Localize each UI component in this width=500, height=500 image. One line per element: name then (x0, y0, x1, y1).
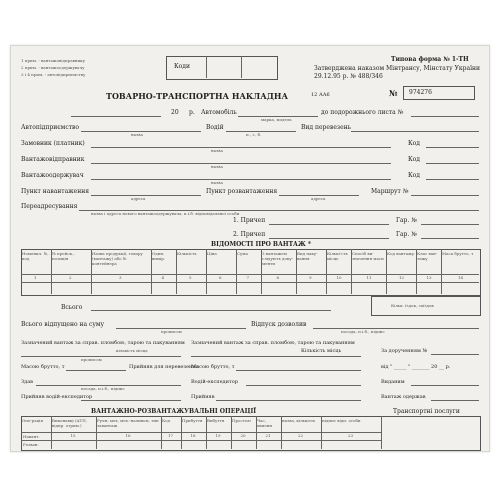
cargo-header-cell: № прейск., позиція (52, 251, 75, 261)
ops-header-cell: Ручн, мех, мех.-наливом, тип завантаж (97, 418, 159, 428)
form-date: 29.12.95 р. № 488/346 (314, 73, 383, 80)
cargo-col-number: 14 (458, 275, 464, 280)
driver-hint: п., і., б. (246, 132, 262, 137)
to-waybill-label: до подорожнього листа № (321, 109, 404, 116)
transport-type-label: Вид перевезень (301, 124, 351, 131)
cargo-col-number: 12 (399, 275, 405, 280)
document-number: 974276 (409, 89, 432, 96)
cargo-header-cell: Ціна (207, 251, 217, 256)
readdressing-label: Переадресування (21, 203, 78, 210)
cargo-col-number: 1 (34, 275, 37, 280)
cargo-col-number: 4 (161, 275, 165, 280)
name-hint-2: назва (211, 148, 223, 153)
ops-col-number: 22 (298, 433, 304, 438)
cargo-header-cell: Назва продукції, товару (вантажу) або № контейнера (92, 251, 143, 266)
released-sum-label: Всього відпущено на суму (21, 321, 105, 328)
written-hint-2: прописом (81, 357, 102, 362)
position-hint-1: посада, п.і.б., підпис (341, 329, 385, 334)
proxy-label: За дорученням № (381, 348, 428, 354)
loaded-left-label: Зазначений вантаж за справ. пломбою, тарою та пакуванням (21, 340, 185, 346)
shipper-label: Вантажовідправник (21, 156, 85, 163)
form-approved: Затверджена наказом Мінтрансу, Мінстату України (314, 65, 481, 72)
customer-code-label: Код (408, 140, 420, 147)
op-row-2: Розван. (23, 442, 39, 447)
cargo-col-number: 2 (69, 275, 72, 280)
cargo-header-cell: Один. вимір. (152, 251, 166, 261)
copy-line-1: 1 прим. - вантажовідправнику (21, 58, 86, 63)
ops-header-cell: назва, кількість (282, 418, 316, 423)
copy-line-3: 3 і 4 прим. - автопідприємству (21, 72, 86, 77)
autoenterprise-label: Автопідприємство (21, 124, 80, 131)
gross-right-label: Масою брутто, т (191, 364, 235, 370)
shipper-code-label: Код (408, 156, 420, 163)
driver-label: Водій (206, 124, 224, 131)
copy-line-2: 2 прим. - вантажоодержувачу (21, 65, 85, 70)
consignee-label: Вантажоодержувач (21, 172, 84, 179)
ops-col-number: 17 (168, 433, 174, 438)
ops-header-cell: Вибуття (207, 418, 225, 423)
cargo-header-cell: Вид паку-вання (297, 251, 318, 261)
count-hint-left: кількість місць (116, 348, 148, 353)
ops-header-cell: Прибуття (182, 418, 203, 423)
services-title: Транспортні послуги (393, 408, 460, 415)
from-label: від " _____ " _______ 20 __ р. (381, 364, 451, 370)
release-permitted-label: Відпуск дозволив (251, 321, 307, 328)
cargo-table (21, 249, 481, 296)
trailer1-label: 1. Причеп (233, 217, 266, 224)
trailer2-label: 2. Причеп (233, 231, 266, 238)
cargo-col-number: 13 (426, 275, 432, 280)
ops-col-number: 16 (125, 433, 131, 438)
number-sign: № (389, 88, 398, 98)
address-hint-1: адреса (131, 196, 146, 201)
ops-col-number: 15 (70, 433, 76, 438)
cargo-header-cell: Номенкл. №, код (22, 251, 49, 261)
unloading-point-label: Пункт розвантаження (206, 188, 278, 195)
cargo-col-number: 9 (309, 275, 312, 280)
ops-header-cell: Виконавці (АТП, відпр. отрим.) (52, 418, 87, 428)
loading-point-label: Пункт навантаження (21, 188, 90, 195)
cargo-header-cell: Клас ван-тажу (417, 251, 438, 261)
op-row-1: Навант. (23, 434, 40, 439)
automobile-label: Автомобіль (201, 109, 237, 116)
ops-header-cell: підпис відп. особи (322, 418, 361, 423)
address-hint-2: адреса (311, 196, 326, 201)
name-hint-1: назва (131, 132, 143, 137)
cargo-total-label: Всього (61, 304, 83, 311)
cargo-header-cell: Маса брутто, т (442, 251, 474, 256)
document-title: ТОВАРНО-ТРАНСПОРТНА НАКЛАДНА (106, 91, 288, 101)
cargo-col-number: 5 (189, 275, 192, 280)
ops-col-number: 21 (265, 433, 271, 438)
codes-label: Коди (174, 63, 190, 70)
cargo-col-number: 11 (366, 275, 372, 280)
ops-col-number: 19 (215, 433, 221, 438)
handed-by-label: Здав (21, 379, 33, 385)
cargo-header-cell: Кількі-сть місць (327, 251, 348, 261)
make-hint: марка, модель (261, 117, 292, 122)
cargo-col-number: 7 (246, 275, 250, 280)
ops-header-cell: Код (162, 418, 170, 423)
cargo-header-cell: Сума (237, 251, 248, 256)
name-hint-3: назва (211, 164, 223, 169)
handed-hint: посада, п.і.б., підпис (81, 386, 125, 391)
cargo-header-cell: З вантажем слідують доку-менти (262, 251, 294, 266)
cargo-col-number: 6 (219, 275, 222, 280)
form-title: Типова форма № 1-ТН (391, 56, 469, 63)
ops-header-cell: Час, хвилин (257, 418, 273, 428)
route-label: Маршрут № (371, 188, 409, 195)
name-hint-4: назва (211, 180, 223, 185)
consignee-code-label: Код (408, 172, 420, 179)
year-label: 20 (171, 109, 179, 116)
ops-col-number: 23 (348, 433, 354, 438)
cargo-header-cell: Код вантажу (387, 251, 415, 256)
cargo-header-cell: Спосіб ви-значення маси (352, 251, 384, 261)
received-by-label: Прийняв (191, 394, 215, 400)
driver-forwarder-label: Водій-експедитор (191, 379, 238, 385)
waybill-sheet (10, 45, 490, 452)
manager-accept-label: Вантаж одержав (381, 394, 426, 400)
ops-col-divider (381, 416, 382, 449)
gar1-label: Гар. № (396, 217, 417, 224)
count-right-label: Кількість місць (301, 348, 342, 354)
operations-title: ВАНТАЖНО-РОЗВАНТАЖУВАЛЬНІ ОПЕРАЦІЇ (91, 408, 257, 415)
readdressing-hint: назва і адреса нового вантажоодержувача, п.і.б. відповідальної особи (91, 211, 240, 216)
driver-forwarder-left: Прийняв водій-експедитор (21, 394, 93, 400)
loaded-right-label: Зазначений вантаж за справ. пломбою, тарою та пакуванням (191, 340, 355, 346)
cargo-header-cell: Кількість (177, 251, 197, 256)
cargo-col-number: 10 (336, 275, 342, 280)
cargo-col-number: 3 (119, 275, 122, 280)
cargo-section-title: ВІДОМОСТІ ПРО ВАНТАЖ * (211, 241, 312, 248)
year-r: р. (189, 109, 195, 116)
received-transport-label: Прийняв для перевезення (129, 364, 199, 370)
issued-label: Виданим (381, 379, 405, 385)
ops-header-cell: Опе-рація (22, 418, 43, 423)
cargo-col-number: 8 (276, 275, 280, 280)
document-series: 12 АА6 (311, 92, 330, 98)
ops-header-cell: Простою (232, 418, 251, 423)
ops-col-number: 20 (240, 433, 246, 438)
ops-col-number: 18 (190, 433, 196, 438)
gross-mass-left: Масою брутто, т (21, 364, 65, 370)
customer-label: Замовник (платник) (21, 140, 85, 147)
trips-note: Кільк. їздок, заїздок (391, 303, 434, 308)
gar2-label: Гар. № (396, 231, 417, 238)
written-hint-1: прописом (161, 329, 182, 334)
